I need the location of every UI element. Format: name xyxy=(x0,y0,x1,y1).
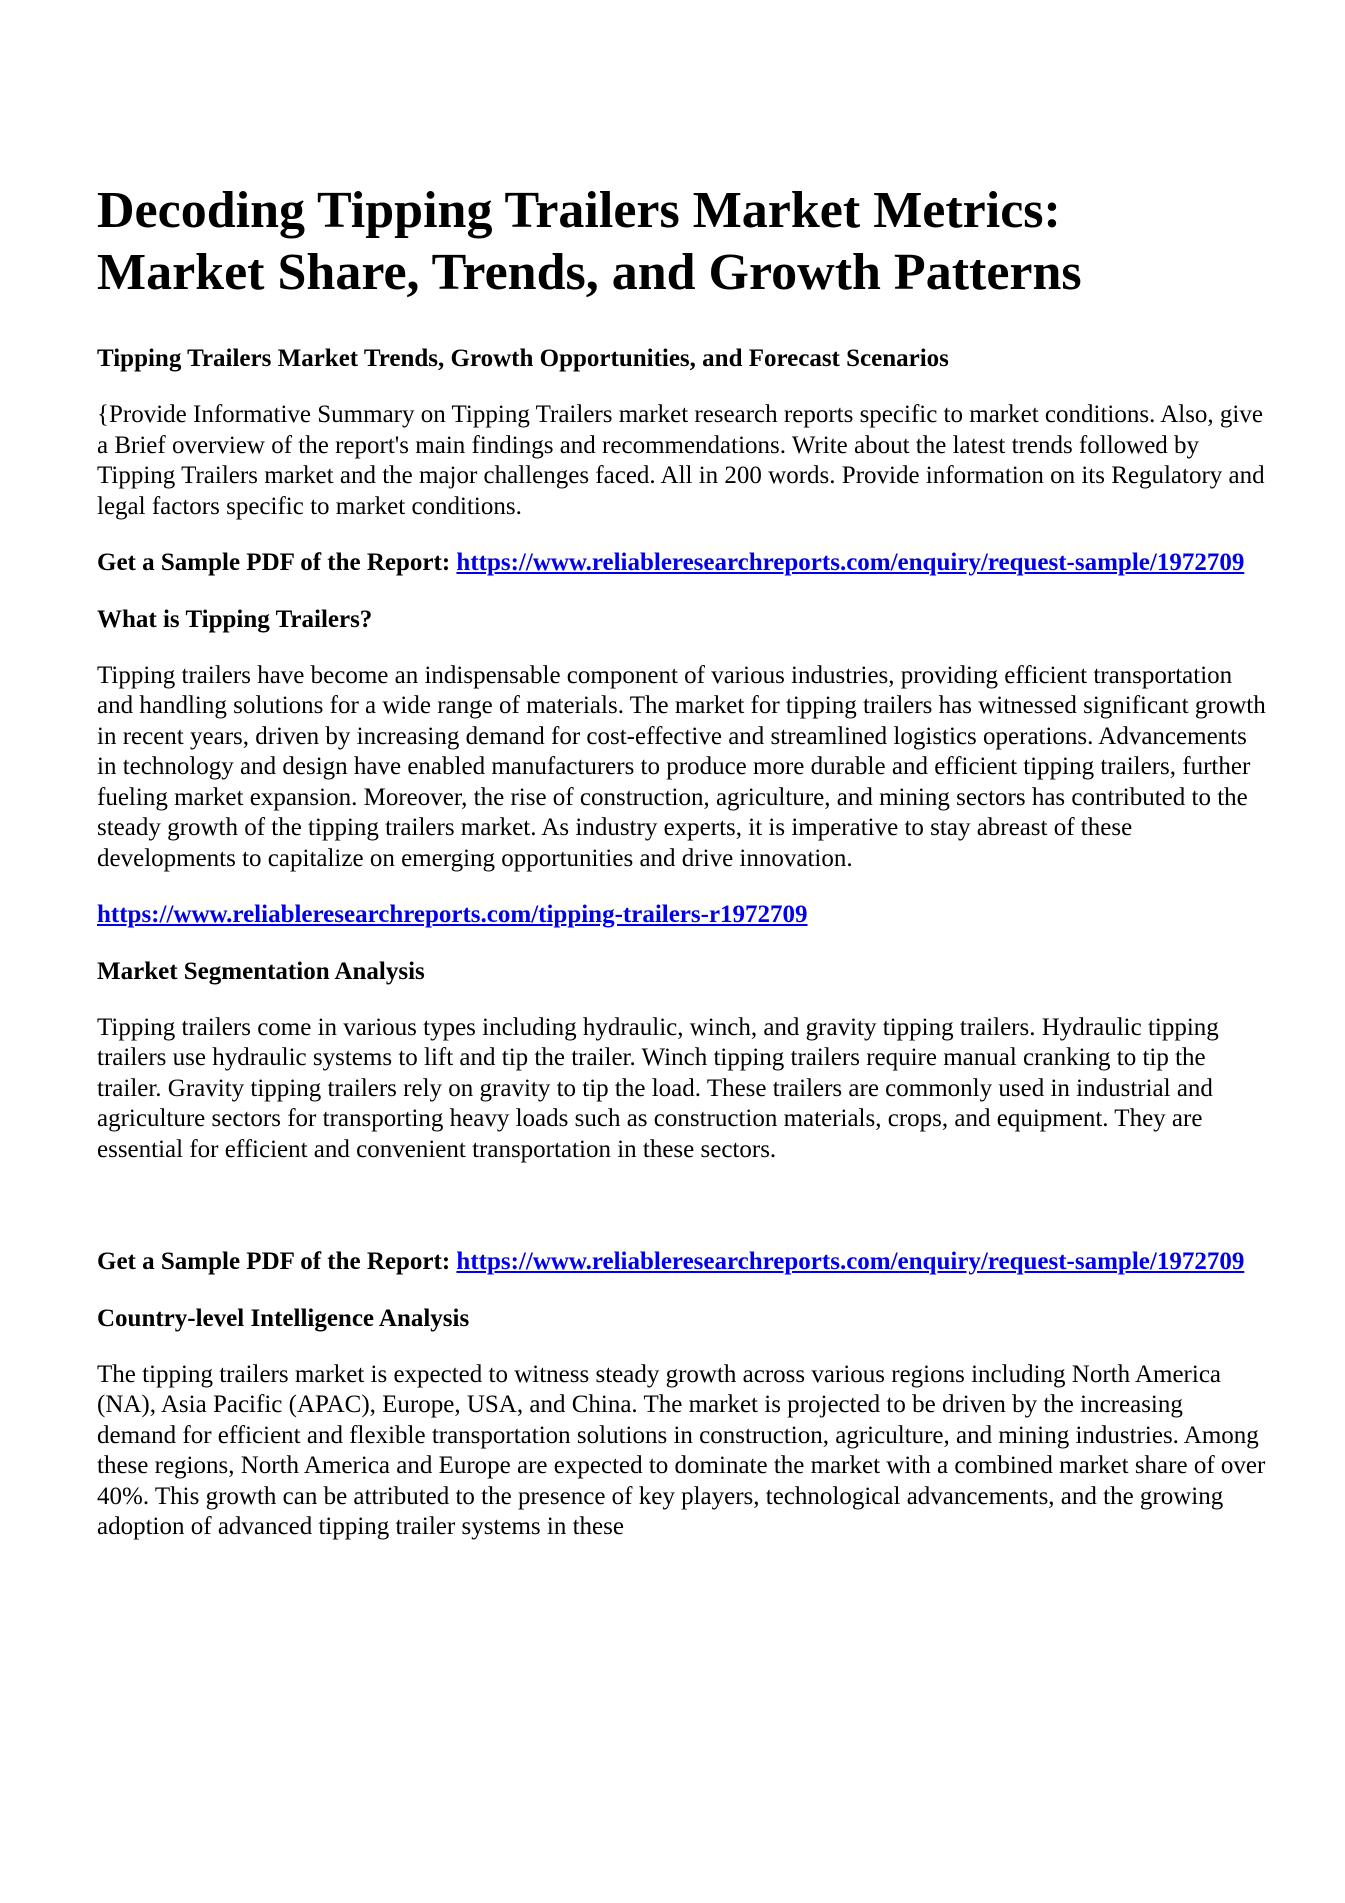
intro-paragraph: {Provide Informative Summary on Tipping Trailers market research reports specific to market conditions. Also, give a Brief overview of the report's main findings and recommendations. Write about the latest trends followed by Tipping Trailers market and the major challenges faced. All in 200 words. Provide information on its Regulatory and legal factors specific to market conditions. xyxy=(97,401,1265,520)
sample-pdf-label-2: Get a Sample PDF of the Report: xyxy=(97,1248,457,1275)
segmentation-paragraph: Tipping trailers come in various types including hydraulic, winch, and gravity tipping trailers. Hydraulic tipping trailers use hydraulic systems to lift and tip the trailer. Winch tipping trailers require manual cranking to tip the trailer. Gravity tipping trailers rely on gravity to tip the load. These trailers are commonly used in industrial and agriculture sectors for transporting heavy loads such as construction materials, crops, and equipment. They are essential for efficient and convenient transportation in these sectors. xyxy=(97,1013,1219,1163)
document-title xyxy=(97,180,1267,304)
sample-pdf-link[interactable]: https://www.reliableresearchreports.com/enquiry/request-sample/1972709 xyxy=(456,549,1245,576)
sample-pdf-line-1 xyxy=(97,548,1267,579)
document-subtitle: Tipping Trailers Market Trends, Growth Opportunities, and Forecast Scenarios xyxy=(97,345,949,372)
country-heading: Country-level Intelligence Analysis xyxy=(97,1304,470,1332)
sample-pdf-label: Get a Sample PDF of the Report: xyxy=(97,549,457,576)
sample-pdf-line-2 xyxy=(97,1247,1267,1278)
what-is-heading: What is Tipping Trailers? xyxy=(97,605,373,633)
document-page xyxy=(97,180,1267,1569)
country-paragraph: The tipping trailers market is expected to witness steady growth across various regions including North America (NA), Asia Pacific (APAC), Europe, USA, and China. The market is projected to be driven by the increasing demand for efficient and flexible transportation solutions in construction, agriculture, and mining industries. Among these regions, North America and Europe are expected to dominate the market with a combined market share of over 40%. This growth can be attributed to the presence of key players, technological advancements, and the growing adoption of advanced tipping trailer systems in these xyxy=(97,1360,1266,1540)
sample-pdf-link-2[interactable]: https://www.reliableresearchreports.com/enquiry/request-sample/1972709 xyxy=(456,1248,1245,1275)
segmentation-heading: Market Segmentation Analysis xyxy=(97,957,425,985)
report-link[interactable]: https://www.reliableresearchreports.com/tipping-trailers-r1972709 xyxy=(97,901,808,928)
section-spacer xyxy=(97,1191,1267,1247)
title-line-2: Market Share, Trends, and Growth Patterns xyxy=(97,244,1082,301)
report-link-line xyxy=(97,900,1267,931)
what-is-paragraph: Tipping trailers have become an indispensable component of various industries, providing efficient transportation and handling solutions for a wide range of materials. The market for tipping trailers has witnessed significant growth in recent years, driven by increasing demand for cost-effective and streamlined logistics operations. Advancements in technology and design have enabled manufacturers to produce more durable and efficient tipping trailers, further fueling market expansion. Moreover, the rise of construction, agriculture, and mining sectors has contributed to the steady growth of the tipping trailers market. As industry experts, it is imperative to stay abreast of these developments to capitalize on emerging opportunities and drive innovation. xyxy=(97,661,1266,872)
title-line-1: Decoding Tipping Trailers Market Metrics: xyxy=(97,182,1061,239)
